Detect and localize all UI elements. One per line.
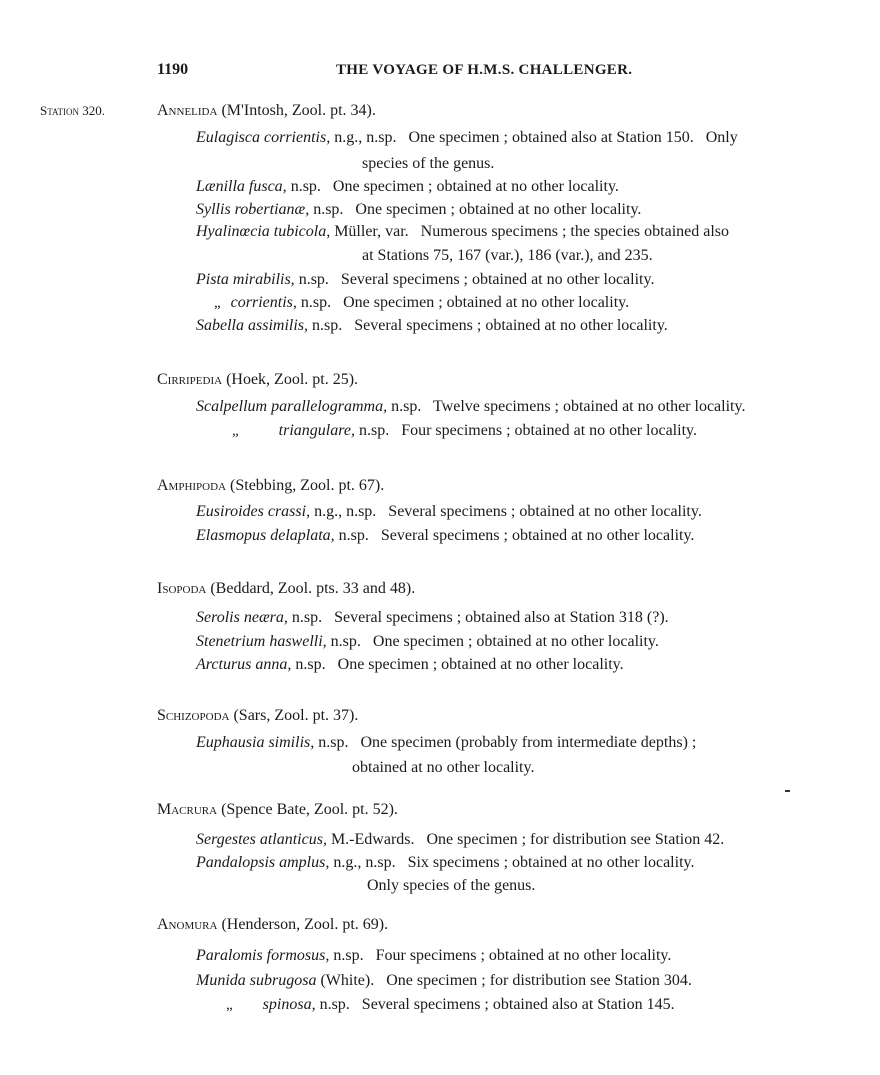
species-entry	[196, 831, 724, 849]
species-note: n.sp. Four specimens ; obtained at no other locality.	[354, 422, 697, 439]
species-entry	[196, 633, 659, 651]
stray-mark	[785, 790, 790, 792]
group-reference: (Stebbing, Zool. pt. 67).	[226, 477, 385, 494]
ditto-mark: „	[232, 423, 239, 439]
species-name: Eusiroides crassi,	[196, 503, 311, 520]
species-name: Paralomis formosus,	[196, 947, 330, 964]
section-heading	[157, 580, 415, 598]
species-note: n.sp. Several specimens ; obtained at no other locality.	[294, 271, 655, 288]
group-name: Macrura	[157, 801, 218, 818]
species-entry	[196, 854, 694, 872]
species-name: Scalpellum parallelogramma,	[196, 398, 388, 415]
species-note: n.sp. One specimen ; obtained at no other locality.	[309, 201, 642, 218]
group-name: Cirripedia	[157, 371, 223, 388]
species-entry	[196, 422, 697, 440]
species-name: Pista mirabilis,	[196, 271, 295, 288]
group-name: Anomura	[157, 916, 218, 933]
species-name: Serolis neæra,	[196, 609, 288, 626]
species-name: Pandalopsis amplus,	[196, 854, 330, 871]
page-number: 1190	[157, 61, 189, 78]
species-entry	[196, 129, 738, 147]
species-entry	[196, 947, 671, 965]
species-name: corrientis,	[230, 294, 297, 311]
group-reference: (Sars, Zool. pt. 37).	[229, 707, 359, 724]
species-name: Hyalinœcia tubicola,	[196, 223, 331, 240]
running-head: THE VOYAGE OF H.M.S. CHALLENGER.	[336, 62, 633, 78]
station-label: Station 320.	[40, 103, 106, 118]
species-name: spinosa,	[262, 996, 316, 1013]
species-entry	[196, 398, 745, 416]
species-name: Arcturus anna,	[196, 656, 292, 673]
species-entry-continued: at Stations 75, 167 (var.), 186 (var.), and 235.	[362, 247, 653, 264]
species-name: Elasmopus delaplata,	[196, 527, 335, 544]
species-name: Munida subrugosa	[196, 972, 317, 989]
species-entry	[196, 972, 692, 990]
section-heading	[157, 707, 358, 725]
section-heading	[157, 371, 358, 389]
species-name: Stenetrium haswelli,	[196, 633, 327, 650]
species-entry	[196, 503, 702, 521]
group-name: Annelida	[157, 102, 218, 119]
species-entry	[196, 223, 729, 241]
species-note: n.sp. Several specimens ; obtained also at Station 145.	[315, 996, 675, 1013]
species-note: M.-Edwards. One specimen ; for distribution see Station 42.	[326, 831, 725, 848]
group-name: Schizopoda	[157, 707, 230, 724]
species-entry	[196, 201, 641, 219]
species-note: n.sp. One specimen ; obtained at no other locality.	[326, 633, 659, 650]
species-note: n.g., n.sp. Six specimens ; obtained at no other locality.	[329, 854, 695, 871]
species-entry	[196, 609, 669, 627]
ditto-mark: „	[214, 295, 221, 311]
species-note: n.sp. Several specimens ; obtained also at Station 318 (?).	[287, 609, 669, 626]
species-name: Lænilla fusca,	[196, 178, 287, 195]
section-heading	[157, 102, 376, 120]
species-note: n.sp. Several specimens ; obtained at no other locality.	[308, 317, 668, 334]
species-note: n.sp. One specimen ; obtained at no other locality.	[291, 656, 624, 673]
species-name: triangulare,	[278, 422, 355, 439]
ditto-mark: „	[226, 997, 233, 1013]
species-note: Müller, var. Numerous specimens ; the species obtained also	[330, 223, 730, 240]
species-entry	[196, 294, 629, 312]
species-entry	[196, 317, 668, 335]
species-name: Syllis robertianæ,	[196, 201, 310, 218]
species-note: n.sp. One specimen ; obtained at no other locality.	[296, 294, 630, 311]
species-entry-continued: species of the genus.	[362, 155, 495, 172]
species-entry-continued: obtained at no other locality.	[352, 759, 535, 776]
group-name: Amphipoda	[157, 477, 227, 494]
group-reference: (Henderson, Zool. pt. 69).	[217, 916, 389, 933]
group-reference: (M'Intosh, Zool. pt. 34).	[217, 102, 376, 119]
species-name: Eulagisca corrientis,	[196, 129, 331, 146]
species-note: n.sp. Twelve specimens ; obtained at no other locality.	[387, 398, 746, 415]
section-heading	[157, 477, 384, 495]
species-entry	[196, 178, 619, 196]
species-entry	[196, 527, 694, 545]
species-note: n.g., n.sp. Several specimens ; obtained at no other locality.	[310, 503, 702, 520]
group-reference: (Spence Bate, Zool. pt. 52).	[217, 801, 398, 818]
species-note: n.sp. One specimen ; obtained at no other locality.	[286, 178, 619, 195]
species-name: Sergestes atlanticus,	[196, 831, 327, 848]
species-entry	[196, 271, 654, 289]
group-reference: (Hoek, Zool. pt. 25).	[222, 371, 359, 388]
section-heading	[157, 916, 388, 934]
group-name: Isopoda	[157, 580, 207, 597]
species-name: Sabella assimilis,	[196, 317, 309, 334]
section-heading	[157, 801, 398, 819]
species-entry	[196, 656, 624, 674]
species-entry	[196, 734, 696, 752]
group-reference: (Beddard, Zool. pts. 33 and 48).	[206, 580, 416, 597]
species-note: (White). One specimen ; for distribution see Station 304.	[316, 972, 692, 989]
species-note: n.sp. Four specimens ; obtained at no other locality.	[329, 947, 672, 964]
species-entry	[196, 996, 675, 1014]
species-note: n.sp. Several specimens ; obtained at no other locality.	[334, 527, 695, 544]
species-entry-continued: Only species of the genus.	[367, 877, 536, 894]
species-note: n.g., n.sp. One specimen ; obtained also at Station 150. Only	[330, 129, 738, 146]
species-note: n.sp. One specimen (probably from intermediate depths) ;	[314, 734, 697, 751]
species-name: Euphausia similis,	[196, 734, 315, 751]
